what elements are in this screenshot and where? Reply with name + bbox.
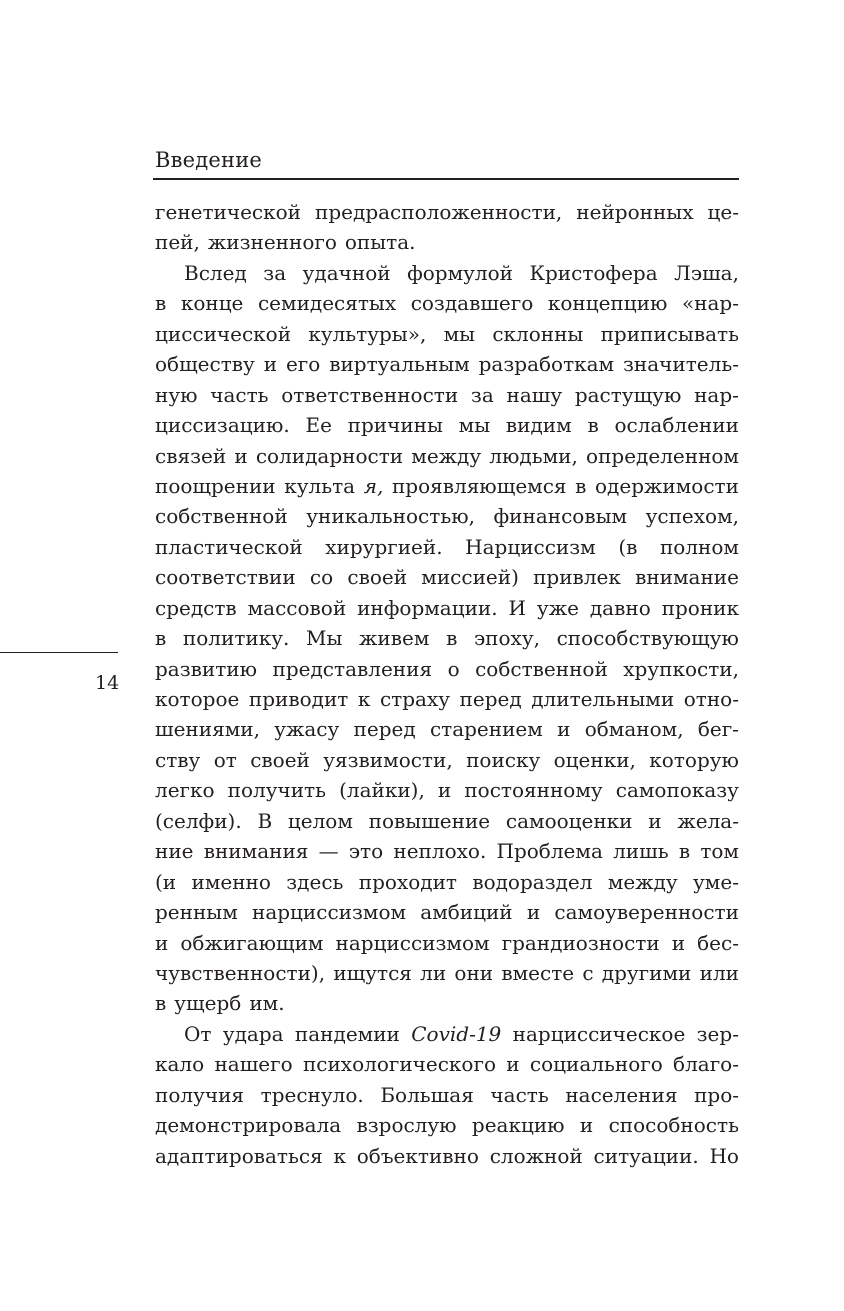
text-line: ренным нарциссизмом амбиций и самоуверенности (155, 900, 739, 925)
text-line: (селфи). В целом повышение самооценки и жела- (155, 808, 739, 833)
text-line: Вслед за удачной формулой Кристофера Лэша, (184, 260, 739, 285)
text-line: собственной уникальностью, финансовым успехом, (155, 504, 739, 529)
text-line: в ущерб им. (155, 991, 285, 1016)
text-line: которое приводит к страху перед длительными отно- (155, 687, 739, 711)
text-line: ную часть ответственности за нашу растущую нар- (155, 382, 739, 407)
text-line: связей и солидарности между людьми, определенном (155, 443, 739, 468)
text-line: шениями, ужасу перед старением и обманом, бег- (155, 717, 739, 742)
text-line: ству от своей уязвимости, поиску оценки, которую (155, 747, 739, 772)
text-line: чувственности), ищутся ли они вместе с другими или (155, 960, 739, 985)
text-line: ние внимания — это неплохо. Проблема лишь в том (155, 839, 739, 864)
text-line: соответствии со своей миссией) привлек внимание (155, 565, 739, 590)
text-line: в политику. Мы живем в эпоху, способствующую (155, 626, 739, 651)
text-line: От удара пандемии Covid-19 нарциссическое зер- (184, 1021, 739, 1046)
text-line: демонстрировала взрослую реакцию и способность (155, 1113, 739, 1138)
text-line: получия треснуло. Большая часть населения про- (155, 1082, 739, 1107)
body-text (155, 197, 739, 1171)
text-line: циссической культуры», мы склонны приписывать (155, 321, 739, 346)
running-title: Введение (155, 148, 263, 172)
text-line: в конце семидесятых создавшего концепцию «нар- (155, 291, 739, 316)
text-line: поощрении культа я, проявляющемся в одержимости (155, 473, 739, 498)
header-rule (153, 178, 739, 180)
text-line: генетической предрасположенности, нейронных це- (155, 200, 739, 224)
text-line: кало нашего психологического и социального благо- (155, 1052, 739, 1077)
text-line: легко получить (лайки), и постоянному самопоказу (155, 778, 739, 803)
text-line: развитию представления о собственной хрупкости, (155, 656, 739, 681)
text-line: и обжигающим нарциссизмом грандиозности и бес- (155, 930, 739, 955)
text-line: пластической хирургией. Нарциссизм (в полном (155, 534, 739, 559)
text-line: адаптироваться к объективно сложной ситуации. Но (155, 1143, 739, 1168)
text-line: (и именно здесь проходит водораздел между уме- (155, 869, 739, 894)
margin-rule (0, 652, 118, 653)
page-number: 14 (95, 672, 120, 694)
text-line: средств массовой информации. И уже давно проник (155, 595, 739, 620)
text-line: пей, жизненного опыта. (155, 230, 416, 255)
text-line: циссизацию. Ее причины мы видим в ослаблении (155, 413, 739, 438)
text-line: обществу и его виртуальным разработкам значитель- (155, 352, 739, 377)
